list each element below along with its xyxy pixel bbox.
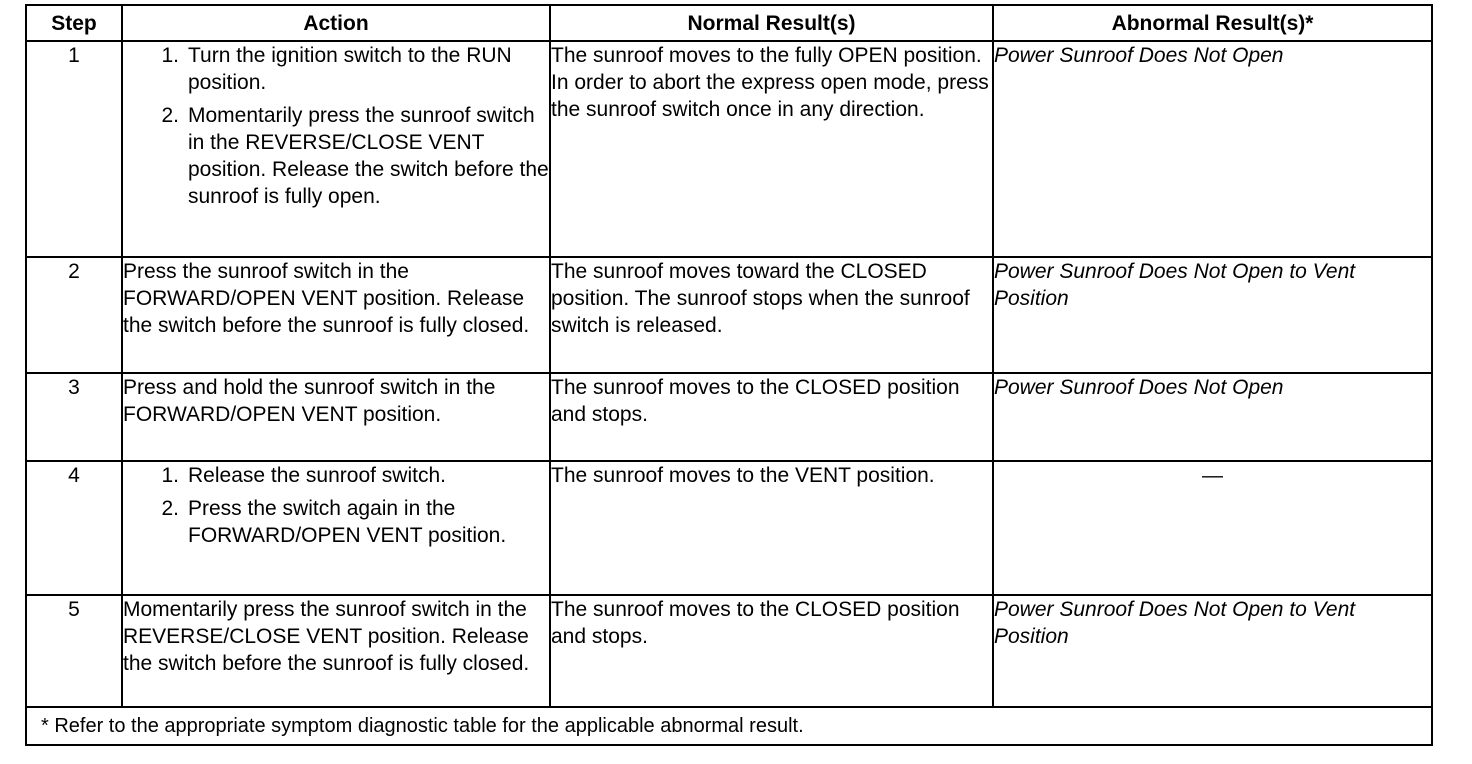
step-number: 2 [26, 257, 122, 373]
action-step-text: Press the switch again in the FORWARD/OPEN VENT position. [188, 497, 507, 547]
action-cell [122, 461, 550, 595]
footnote: * Refer to the appropriate symptom diagnostic table for the applicable abnormal result. [26, 707, 1432, 745]
normal-result-cell: The sunroof moves toward the CLOSED position. The sunroof stops when the sunroof switch is released. [550, 257, 993, 373]
action-step-list [123, 42, 549, 210]
header-normal-results: Normal Result(s) [550, 5, 993, 41]
action-cell: Press the sunroof switch in the FORWARD/OPEN VENT position. Release the switch before the sunroof is fully closed. [122, 257, 550, 373]
normal-result-cell: The sunroof moves to the VENT position. [550, 461, 993, 595]
action-step-text: Turn the ignition switch to the RUN position. [188, 44, 512, 94]
abnormal-result-cell: Power Sunroof Does Not Open [993, 41, 1432, 257]
table-row [26, 373, 1432, 461]
action-step [123, 42, 549, 96]
diagnostic-table [25, 4, 1433, 746]
header-row [26, 5, 1432, 41]
action-step-list [123, 462, 549, 549]
action-step [123, 495, 549, 549]
action-cell: Momentarily press the sunroof switch in the REVERSE/CLOSE VENT position. Release the switch before the sunroof is fully closed. [122, 595, 550, 707]
normal-result-cell: The sunroof moves to the CLOSED position and stops. [550, 373, 993, 461]
table-row [26, 257, 1432, 373]
action-step-number: 2. [161, 104, 179, 127]
header-step: Step [26, 5, 122, 41]
table-row [26, 595, 1432, 707]
action-step-number: 1. [161, 44, 179, 67]
step-number: 3 [26, 373, 122, 461]
step-number: 4 [26, 461, 122, 595]
action-step [123, 102, 549, 210]
header-action: Action [122, 5, 550, 41]
action-step [123, 462, 549, 489]
header-abnormal-results: Abnormal Result(s)* [993, 5, 1432, 41]
abnormal-result-cell: Power Sunroof Does Not Open to Vent Position [993, 257, 1432, 373]
abnormal-result-cell: Power Sunroof Does Not Open to Vent Position [993, 595, 1432, 707]
action-step-text: Momentarily press the sunroof switch in the REVERSE/CLOSE VENT position. Release the switch before the sunroof is fully open. [188, 104, 549, 208]
action-cell [122, 41, 550, 257]
table-row [26, 41, 1432, 257]
action-step-number: 1. [161, 464, 179, 487]
step-number: 5 [26, 595, 122, 707]
normal-result-cell: The sunroof moves to the CLOSED position and stops. [550, 595, 993, 707]
table-row [26, 461, 1432, 595]
abnormal-result-cell: Power Sunroof Does Not Open [993, 373, 1432, 461]
action-cell: Press and hold the sunroof switch in the FORWARD/OPEN VENT position. [122, 373, 550, 461]
action-step-text: Release the sunroof switch. [188, 464, 446, 487]
abnormal-result-cell: — [993, 461, 1432, 595]
action-step-number: 2. [161, 497, 179, 520]
footnote-row [26, 707, 1432, 745]
step-number: 1 [26, 41, 122, 257]
normal-result-cell: The sunroof moves to the fully OPEN position. In order to abort the express open mode, press the sunroof switch once in any direction. [550, 41, 993, 257]
